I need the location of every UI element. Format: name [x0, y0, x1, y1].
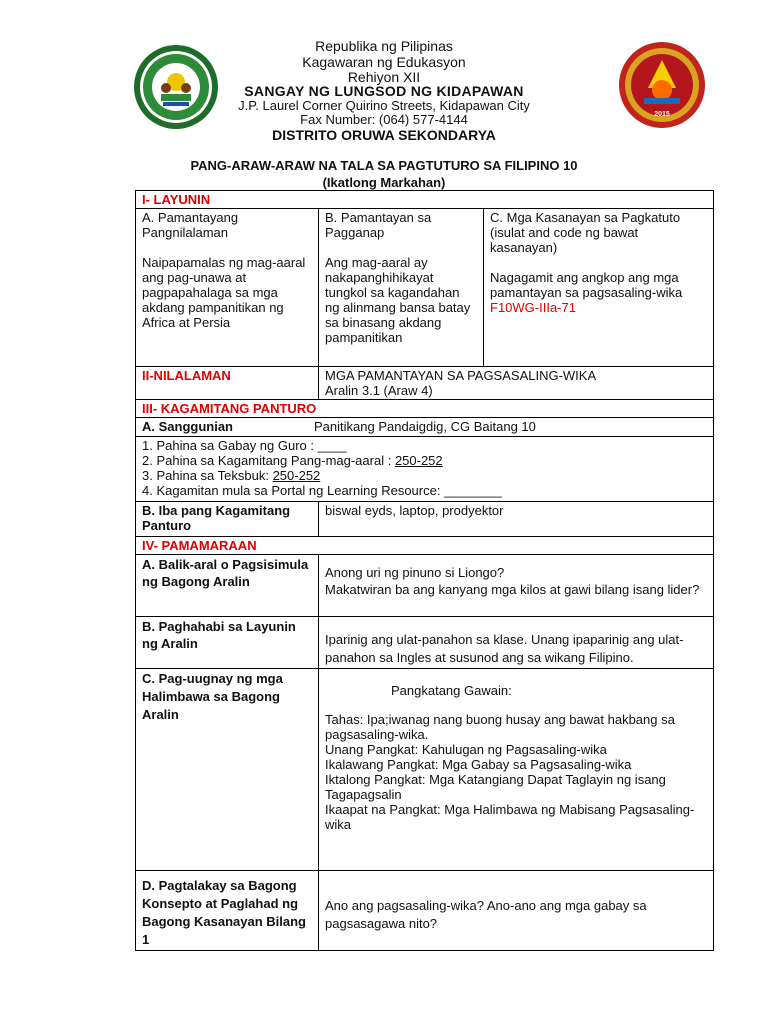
division-line: SANGAY NG LUNGSOD NG KIDAPAWAN	[244, 83, 524, 99]
item-value: 250-252	[272, 468, 321, 483]
seal-year: 2015	[654, 111, 670, 118]
item-value: ________	[444, 483, 502, 498]
balik-aral-row	[136, 555, 714, 617]
pamantayang-pangnilalaman-text: Naipapamalas ng mag-aaral ang pag-unawa at pagpapahalaga sa mga akdang pampanitikan ng Africa at Persia	[142, 255, 306, 330]
republic-line: Republika ng Pilipinas	[315, 38, 453, 54]
pangkatang-gawain-heading: Pangkatang Gawain:	[391, 683, 512, 698]
pagtalakay-value: Ano ang pagsasaling-wika? Ano-ano ang mga gabay sa pagsasagawa nito?	[319, 871, 714, 951]
gabay-guro-item	[142, 438, 707, 453]
competency-code: F10WG-IIIa-71	[490, 300, 576, 315]
kasanayan-heading: C. Mga Kasanayan sa Pagkatuto (isulat and code ng bawat kasanayan)	[490, 210, 681, 255]
section-label: II-NILALAMAN	[142, 368, 231, 383]
item-text: 4. Kagamitan mula sa Portal ng Learning Resource:	[142, 483, 445, 498]
section-label: IV- PAMAMARAAN	[142, 538, 257, 553]
pag-uugnay-row	[136, 669, 714, 871]
nilalaman-topic: MGA PAMANTAYAN SA PAGSASALING-WIKA	[325, 368, 597, 383]
item-value: ____	[317, 438, 347, 453]
section-label: I- LAYUNIN	[142, 192, 211, 207]
department-line: Kagawaran ng Edukasyon	[302, 54, 466, 70]
sanggunian-items-row	[136, 437, 714, 502]
sanggunian-label: A. Sanggunian	[142, 419, 233, 434]
teksbuk-item	[142, 468, 707, 483]
balik-aral-question-1: Anong uri ng pinuno si Liongo?	[325, 565, 505, 580]
iba-pang-kagamitan-value: biswal eyds, laptop, prodyektor	[319, 502, 714, 537]
paghahabi-row	[136, 617, 714, 669]
pag-uugnay-label: C. Pag-uugnay ng mga Halimbawa sa Bagong Aralin	[136, 669, 319, 871]
group-1-task: Unang Pangkat: Kahulugan ng Pagsasaling-wika	[325, 742, 607, 757]
district-line: DISTRITO ORUWA SEKONDARYA	[272, 127, 496, 143]
pamantayan-pagganap-heading: B. Pamantayan sa Pagganap	[325, 210, 432, 240]
kagamitang-mag-aaral-item	[142, 453, 707, 468]
letterhead	[0, 0, 768, 150]
region-line: Rehiyon XII	[347, 69, 421, 85]
balik-aral-question-2: Makatwiran ba ang kanyang mga kilos at gawi bilang isang lider?	[325, 582, 700, 597]
item-text: 2. Pahina sa Kagamitang Pang-mag-aaral :	[142, 453, 395, 468]
document-subtitle: (Ikatlong Markahan)	[322, 175, 446, 190]
nilalaman-lesson: Aralin 3.1 (Araw 4)	[325, 383, 433, 398]
sanggunian-row	[136, 418, 714, 437]
paghahabi-label: B. Paghahabi sa Layunin ng Aralin	[136, 617, 319, 669]
section-kagamitan-header	[136, 400, 714, 418]
item-text: 1. Pahina sa Gabay ng Guro :	[142, 438, 318, 453]
group-2-task: Ikalawang Pangkat: Mga Gabay sa Pagsasaling-wika	[325, 757, 632, 772]
document-title: PANG-ARAW-ARAW NA TALA SA PAGTUTURO SA FILIPINO 10	[190, 158, 578, 173]
item-text: 3. Pahina sa Teksbuk:	[142, 468, 273, 483]
section-layunin-header	[136, 191, 714, 209]
fax-line: Fax Number: (064) 577-4144	[300, 112, 468, 127]
sanggunian-value: Panitikang Pandaigdig, CG Baitang 10	[314, 419, 536, 434]
pagtalakay-label: D. Pagtalakay sa Bagong Konsepto at Paglahad ng Bagong Kasanayan Bilang 1	[136, 871, 319, 951]
nilalaman-row	[136, 367, 714, 400]
lesson-plan-table	[135, 190, 714, 951]
layunin-row	[136, 209, 714, 367]
group-4-task: Ikaapat na Pangkat: Mga Halimbawa ng Mabisang Pagsasaling-wika	[325, 802, 695, 832]
paghahabi-value: Iparinig ang ulat-panahon sa klase. Unang ipaparinig ang ulat-panahon sa Ingles at susunod ang sa wikang Filipino.	[319, 617, 714, 669]
group-3-task: Iktalong Pangkat: Mga Katangiang Dapat Taglayin ng isang Tagapagsalin	[325, 772, 666, 802]
balik-aral-label: A. Balik-aral o Pagsisimula ng Bagong Aralin	[136, 555, 319, 617]
iba-pang-kagamitan-row	[136, 502, 714, 537]
pamantayang-pangnilalaman-heading: A. Pamantayang Pangnilalaman	[142, 210, 239, 240]
section-label: III- KAGAMITANG PANTURO	[142, 401, 317, 416]
section-pamamaraan-header	[136, 537, 714, 555]
pamantayan-pagganap-text: Ang mag-aaral ay nakapanghihikayat tungkol sa kagandahan ng alinmang bansa batay sa binasang akdang pampanitikan	[325, 255, 471, 345]
pagtalakay-row	[136, 871, 714, 951]
tahas-text: Tahas: Ipa;iwanag nang buong husay ang bawat hakbang sa pagsasaling-wika.	[325, 712, 675, 742]
portal-item	[142, 483, 707, 498]
kasanayan-text: Nagagamit ang angkop ang mga pamantayan sa pagsasaling-wika	[490, 270, 683, 300]
address-line: J.P. Laurel Corner Quirino Streets, Kidapawan City	[238, 98, 530, 113]
iba-pang-kagamitan-label: B. Iba pang Kagamitang Panturo	[136, 502, 319, 537]
item-value: 250-252	[394, 453, 443, 468]
